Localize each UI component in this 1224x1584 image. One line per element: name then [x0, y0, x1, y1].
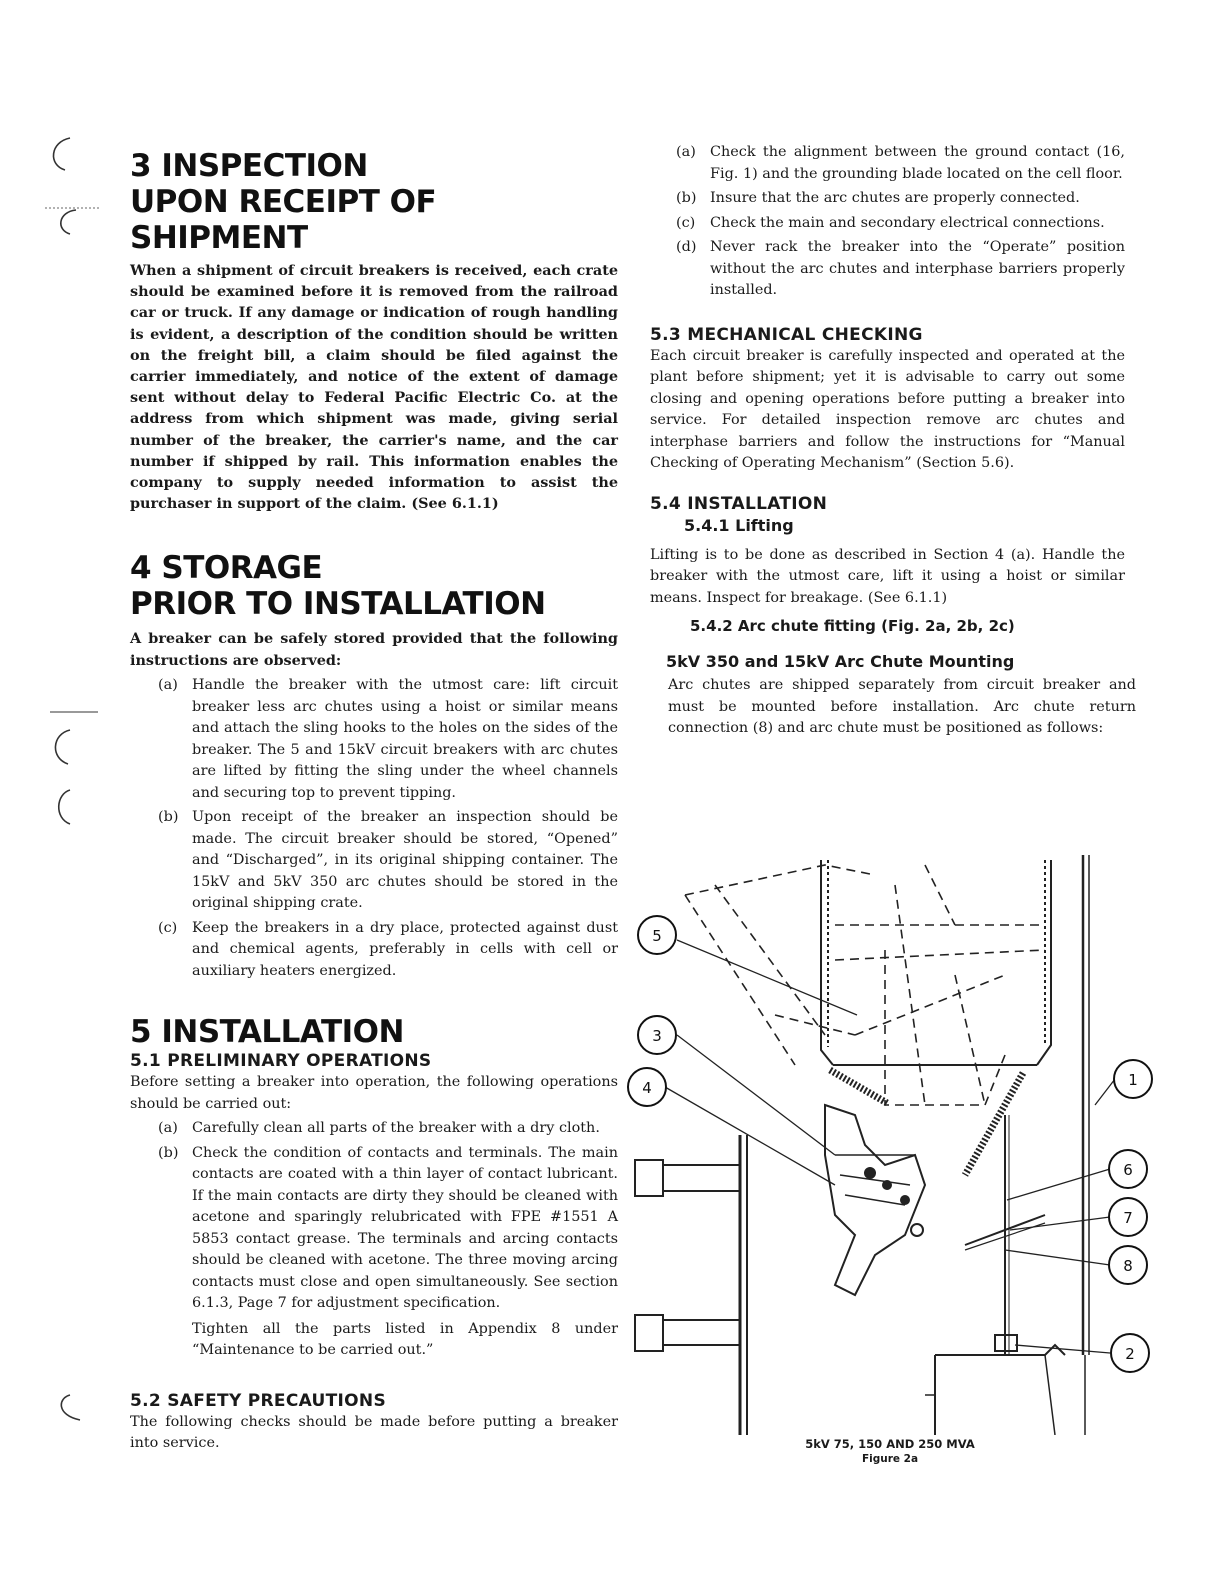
- list-marker: (b): [676, 190, 697, 206]
- list-item: [158, 675, 618, 804]
- list-marker: (c): [676, 214, 696, 231]
- list-text: Check the main and secondary electrical connections.: [710, 214, 1105, 231]
- section-4-title: 4 STORAGE: [130, 550, 323, 587]
- section-4-subtitle: PRIOR TO INSTALLATION: [130, 586, 546, 623]
- section-5-1-intro: Before setting a breaker into operation, the following operations should be carried out:: [130, 1074, 618, 1112]
- section-5-4-1-body: Lifting is to be done as described in Section 4 (a). Handle the breaker with the utmost care, lift it using a hoist or similar means. Inspect for breakage. (See 6.1.1): [650, 546, 1125, 606]
- figure-caption: [770, 1437, 1010, 1467]
- section-5-1-list: [158, 1118, 618, 1362]
- callout-3-label: 3: [652, 1027, 662, 1045]
- section-5-3-body: Each circuit breaker is carefully inspected and operated at the plant before shipment; yet it is advisable to carry out some closing and opening operations before putting a breaker into service. For detailed inspection remove arc chutes and interphase barriers and follow the instructions for “Manual Checking of Operating Mechanism” (Section 5.6).: [650, 347, 1125, 471]
- arc-chute-mounting-title: 5kV 350 and 15kV Arc Chute Mounting: [666, 652, 1015, 671]
- section-4-list: [158, 675, 618, 982]
- callout-2-label: 2: [1125, 1345, 1135, 1363]
- list-text: Keep the breakers in a dry place, protected against dust and chemical agents, preferably in cells with cell or auxiliary heaters energized.: [192, 919, 618, 979]
- callout-4-label: 4: [642, 1079, 652, 1097]
- list-marker: (a): [158, 1120, 178, 1137]
- left-column: [130, 148, 618, 1455]
- figure-caption-label: Figure 2a: [861, 1453, 919, 1465]
- figure-2a-diagram: [625, 855, 1165, 1435]
- scan-binding-marks: [40, 130, 110, 1430]
- list-marker: (b): [158, 809, 179, 826]
- list-text: Handle the breaker with the utmost care: lift circuit breaker less arc chutes using a hoist or similar means and attach the sling hooks to the holes on the sides of the breaker. The 5 and 15kV circuit breakers with arc chutes are lifted by fitting the sling under the wheel channels and securing top to prevent tipping.: [192, 677, 618, 801]
- section-5-2-intro: The following checks should be made before putting a breaker into service.: [130, 1413, 618, 1452]
- section-5-1-title: 5.1 PRELIMINARY OPERATIONS: [130, 1051, 432, 1072]
- list-text: Check the alignment between the ground contact (16, Fig. 1) and the grounding blade located on the cell floor.: [710, 144, 1125, 182]
- tighten-note: Tighten all the parts listed in Appendix 8 under “Maintenance to be carried out.”: [192, 1320, 618, 1359]
- callout-7-label: 7: [1123, 1209, 1133, 1227]
- list-marker: (a): [158, 677, 178, 694]
- section-3-subtitle: UPON RECEIPT OF SHIPMENT: [130, 184, 437, 256]
- figure-caption-title: 5kV 75, 150 AND 250 MVA: [805, 1437, 975, 1451]
- list-text: Carefully clean all parts of the breaker with a dry cloth.: [192, 1120, 600, 1137]
- list-item: [676, 188, 1125, 210]
- list-item: [158, 1118, 618, 1140]
- list-item: [158, 1143, 618, 1315]
- section-5-3-title: 5.3 MECHANICAL CHECKING: [650, 324, 923, 345]
- right-column: [650, 142, 1136, 740]
- list-marker: (a): [676, 144, 696, 160]
- section-5-2-list: [676, 142, 1125, 302]
- section-4-intro: A breaker can be safely stored provided that the following instructions are observed:: [130, 630, 618, 669]
- section-5-4-title: 5.4 INSTALLATION: [650, 493, 828, 514]
- list-item: [676, 213, 1125, 235]
- callout-1-label: 1: [1128, 1071, 1138, 1089]
- list-item: [676, 142, 1125, 185]
- list-item: [676, 237, 1125, 302]
- callout-6-label: 6: [1123, 1161, 1133, 1179]
- list-text: Check the condition of contacts and terminals. The main contacts are coated with a thin layer of contact lubricant. If the main contacts are dirty they should be cleaned with acetone and sparingly relubricated with FPE #1551 A 5853 contact grease. The terminals and arcing contacts should be cleaned with acetone. The three moving arcing contacts must close and open simultaneously. See section 6.1.3, Page 7 for adjustment specification.: [192, 1144, 618, 1312]
- section-5-2-title: 5.2 SAFETY PRECAUTIONS: [130, 1390, 387, 1411]
- section-3-body: When a shipment of circuit breakers is received, each crate should be examined before it is removed from the railroad car or truck. If any damage or indication of rough handling is evident, a description of the condition should be written on the freight bill, a claim should be filed against the carrier immediately, and notice of the extent of damage sent without delay to Federal Pacific Electric Co. at the address from which shipment was made, giving serial number of the breaker, the carrier's name, and the car number if shipped by rail. This information enables the company to supply needed information to assist the purchaser in support of the claim. (See 6.1.1): [130, 262, 618, 513]
- list-text: Never rack the breaker into the “Operate” position without the arc chutes and interphase barriers properly installed.: [710, 239, 1125, 298]
- callout-5-label: 5: [652, 927, 662, 945]
- list-text: Upon receipt of the breaker an inspection should be made. The circuit breaker should be stored, “Opened” and “Discharged”, in its original shipping container. The 15kV and 5kV 350 arc chutes should be stored in the original shipping crate.: [192, 809, 618, 912]
- section-5-4-1-title: 5.4.1 Lifting: [684, 515, 794, 535]
- arc-chute-mounting-body: Arc chutes are shipped separately from circuit breaker and must be mounted before installation. Arc chute return connection (8) and arc chute must be positioned as follows:: [668, 677, 1136, 736]
- right-coil: [965, 1073, 1023, 1175]
- callout-8-label: 8: [1123, 1257, 1133, 1275]
- list-marker: (d): [676, 239, 697, 255]
- list-text: Insure that the arc chutes are properly connected.: [710, 190, 1080, 206]
- list-marker: (b): [158, 1144, 179, 1161]
- list-item: [158, 918, 618, 983]
- section-5-title: 5 INSTALLATION: [130, 1014, 404, 1051]
- list-marker: (c): [158, 919, 178, 936]
- left-coil: [830, 1070, 887, 1103]
- section-5-4-2-title: 5.4.2 Arc chute fitting (Fig. 2a, 2b, 2c): [690, 617, 1015, 635]
- list-item: [158, 807, 618, 915]
- section-3-title: 3 INSPECTION: [130, 148, 368, 184]
